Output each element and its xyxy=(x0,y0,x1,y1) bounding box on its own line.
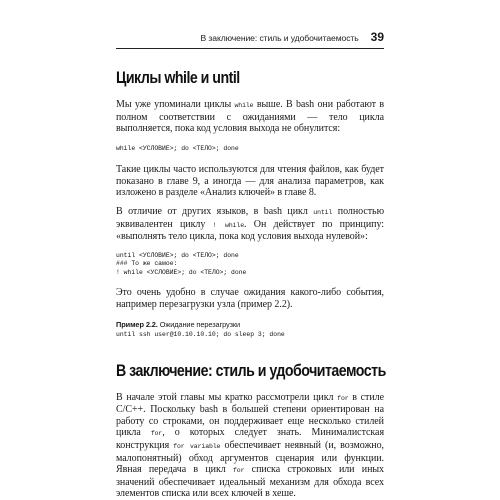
example-title: Ожидание перезагрузки xyxy=(157,320,241,330)
paragraph-until-intro xyxy=(116,206,384,243)
text-run: В начале этой главы мы кратко рассмотрели цикл xyxy=(116,391,338,403)
section-heading-conclusion: В заключение: стиль и удобочитаемость xyxy=(116,361,386,380)
inline-code: ! while xyxy=(212,221,245,229)
running-header-title: В заключение: стиль и удобочитаемость xyxy=(200,33,359,43)
paragraph-while-intro xyxy=(116,99,384,135)
code-block-until: until <УСЛОВИЕ>; do <ТЕЛО>; done ### То же самое: ! while <УСЛОВИЕ>; do <ТЕЛО>; done xyxy=(116,251,247,276)
inline-code: until xyxy=(313,208,333,216)
text-run: Мы уже упоминали циклы xyxy=(116,99,235,110)
text-run: полностью эквивалентен циклу xyxy=(116,205,384,230)
text-run: . Он действует по принципу: «выполнять тело цикла, пока код условия выхода нулевой»: xyxy=(116,218,384,243)
example-label: Пример 2.2. xyxy=(116,320,158,330)
example-caption xyxy=(116,320,384,329)
inline-code: for variable xyxy=(173,442,221,450)
code-block-example: until ssh user@10.10.10.10; do sleep 3; done xyxy=(116,331,285,339)
code-block-while: while <УСЛОВИЕ>; do <ТЕЛО>; done xyxy=(116,144,239,152)
section-heading-loops: Циклы while и until xyxy=(116,69,240,87)
page-content xyxy=(116,60,384,500)
text-run: , о которых следует знать. Минималистская конструкция xyxy=(116,427,384,451)
inline-code: for xyxy=(337,394,349,402)
text-run: в стиле C/C++. Поскольку bash в большей степени ориентирован на работу со строками, он поддерживает еще несколько стилей цикла xyxy=(116,391,384,439)
text-run: обеспечивает неявный (и, возможно, малопонятный) обход аргументов сценария или функции. Явная передача в цикл xyxy=(116,439,385,476)
text-run: В отличие от других языков, в bash цикл xyxy=(116,205,314,217)
text-run: выше. В bash они работают в полном соответствии с ожиданиями — тело цикла выполняется, пока код условия выхода не обнулится: xyxy=(116,99,384,135)
running-header xyxy=(116,30,384,46)
inline-code: for xyxy=(232,467,245,475)
inline-code: for xyxy=(150,430,163,438)
paragraph-until-usage: Это очень удобно в случае ожидания какого-либо события, например перезагрузки узла (пример 2.2). xyxy=(116,286,384,310)
text-run: списка строковых или иных значений обеспечивает идеальный механизм для обхода всех элементов списка или всех ключей в хеше. xyxy=(116,464,384,500)
paragraph-while-usage: Такие циклы часто используются для чтения файлов, как будет показано в главе 9, а иногда — для анализа параметров, как изложено в разделе «Анализ ключей» в главе 8. xyxy=(116,164,384,199)
inline-code: while xyxy=(234,102,254,109)
page-number: 39 xyxy=(370,30,384,44)
paragraph-conclusion xyxy=(116,392,384,500)
header-rule xyxy=(116,48,384,49)
